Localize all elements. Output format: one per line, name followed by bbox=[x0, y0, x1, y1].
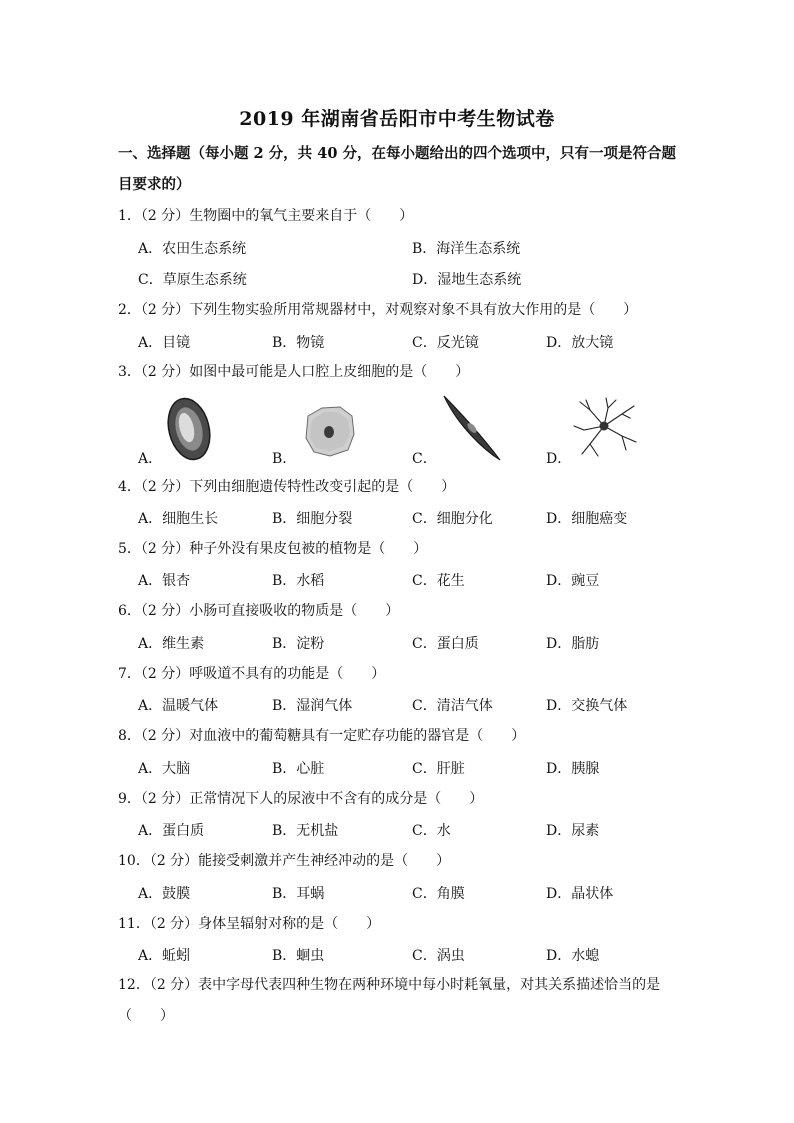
question-11-options bbox=[138, 945, 698, 965]
question-5-options bbox=[138, 570, 698, 590]
option-b[interactable]: B．细胞分裂 bbox=[272, 511, 353, 527]
question-8-stem: 8．（2 分）对血液中的葡萄糖具有一定贮存功能的器官是（ ） bbox=[118, 728, 526, 744]
option-c[interactable]: C．角膜 bbox=[412, 886, 465, 902]
option-d[interactable]: D．细胞癌变 bbox=[546, 511, 628, 527]
option-a[interactable]: A．农田生态系统 bbox=[138, 241, 247, 257]
question-2-stem: 2．（2 分）下列生物实验所用常规器材中，对观察对象不具有放大作用的是（ ） bbox=[118, 302, 638, 318]
red-blood-cell-image bbox=[164, 394, 214, 464]
option-b[interactable]: B．心脏 bbox=[272, 761, 325, 777]
option-c[interactable] bbox=[412, 392, 542, 468]
question-9-options bbox=[138, 820, 698, 840]
question-8-options bbox=[138, 758, 698, 778]
option-d[interactable]: D．豌豆 bbox=[546, 573, 600, 589]
option-c[interactable]: C．清洁气体 bbox=[412, 698, 493, 714]
option-c[interactable]: C．反光镜 bbox=[412, 335, 479, 351]
neuron-cell-image bbox=[570, 396, 640, 460]
option-d[interactable]: D．尿素 bbox=[546, 823, 600, 839]
question-4-stem: 4．（2 分）下列由细胞遗传特性改变引起的是（ ） bbox=[118, 479, 456, 495]
option-b[interactable]: B．淀粉 bbox=[272, 636, 325, 652]
option-c[interactable]: C．细胞分化 bbox=[412, 511, 493, 527]
option-a[interactable]: A．银杏 bbox=[138, 573, 191, 589]
option-b[interactable]: B．蛔虫 bbox=[272, 948, 325, 964]
option-c-label: C． bbox=[412, 451, 437, 467]
muscle-cell-image bbox=[438, 392, 504, 464]
option-a[interactable]: A．蚯蚓 bbox=[138, 948, 191, 964]
option-b[interactable]: B．海洋生态系统 bbox=[412, 241, 521, 257]
option-a-label: A． bbox=[138, 451, 163, 467]
question-11-stem: 11．（2 分）身体呈辐射对称的是（ ） bbox=[118, 916, 381, 932]
option-d[interactable]: D．湿地生态系统 bbox=[412, 272, 522, 288]
question-6-options bbox=[138, 633, 698, 653]
question-5-stem: 5．（2 分）种子外没有果皮包被的植物是（ ） bbox=[118, 541, 428, 557]
epithelial-cell-image bbox=[300, 402, 358, 460]
question-10-stem: 10．（2 分）能接受刺激并产生神经冲动的是（ ） bbox=[118, 853, 451, 869]
option-c[interactable]: C．水 bbox=[412, 823, 451, 839]
page-title: 2019 年湖南省岳阳市中考生物试卷 bbox=[239, 108, 555, 130]
option-b[interactable]: B．无机盐 bbox=[272, 823, 339, 839]
question-1-options-row2 bbox=[138, 269, 698, 289]
question-1-options bbox=[138, 238, 698, 258]
question-7-stem: 7．（2 分）呼吸道不具有的功能是（ ） bbox=[118, 666, 386, 682]
section-heading: 一、选择题（每小题 2 分，共 40 分，在每小题给出的四个选项中，只有一项是符合题目要求的） bbox=[118, 145, 676, 193]
option-a[interactable]: A．细胞生长 bbox=[138, 511, 219, 527]
question-2-options bbox=[138, 332, 698, 352]
question-3-image-options bbox=[138, 392, 658, 468]
question-9-stem: 9．（2 分）正常情况下人的尿液中不含有的成分是（ ） bbox=[118, 791, 484, 807]
option-b[interactable]: B．湿润气体 bbox=[272, 698, 353, 714]
option-c[interactable]: C．蛋白质 bbox=[412, 636, 479, 652]
option-b-label: B． bbox=[272, 451, 297, 467]
option-a[interactable]: A．目镜 bbox=[138, 335, 191, 351]
option-d[interactable]: D．胰腺 bbox=[546, 761, 600, 777]
option-d[interactable]: D．水螅 bbox=[546, 948, 600, 964]
question-10-options bbox=[138, 883, 698, 903]
option-c[interactable]: C．涡虫 bbox=[412, 948, 465, 964]
option-a[interactable]: A．大脑 bbox=[138, 761, 191, 777]
option-d[interactable]: D．交换气体 bbox=[546, 698, 628, 714]
option-d-label: D． bbox=[546, 451, 572, 467]
option-a[interactable] bbox=[138, 392, 268, 468]
question-7-options bbox=[138, 695, 698, 715]
option-b[interactable] bbox=[272, 392, 402, 468]
option-d[interactable] bbox=[546, 392, 666, 468]
question-6-stem: 6．（2 分）小肠可直接吸收的物质是（ ） bbox=[118, 603, 400, 619]
option-a[interactable]: A．温暖气体 bbox=[138, 698, 219, 714]
option-d[interactable]: D．晶状体 bbox=[546, 886, 614, 902]
option-a[interactable]: A．鼓膜 bbox=[138, 886, 191, 902]
option-b[interactable]: B．水稻 bbox=[272, 573, 325, 589]
option-a[interactable]: A．蛋白质 bbox=[138, 823, 205, 839]
option-c[interactable]: C．草原生态系统 bbox=[138, 272, 247, 288]
question-4-options bbox=[138, 508, 698, 528]
option-b[interactable]: B．耳蜗 bbox=[272, 886, 325, 902]
option-c[interactable]: C．花生 bbox=[412, 573, 465, 589]
option-d[interactable]: D．脂肪 bbox=[546, 636, 600, 652]
option-a[interactable]: A．维生素 bbox=[138, 636, 205, 652]
option-b[interactable]: B．物镜 bbox=[272, 335, 325, 351]
option-d[interactable]: D．放大镜 bbox=[546, 335, 614, 351]
option-c[interactable]: C．肝脏 bbox=[412, 761, 465, 777]
question-3-stem: 3．（2 分）如图中最可能是人口腔上皮细胞的是（ ） bbox=[118, 364, 470, 380]
question-12-stem: 12．（2 分）表中字母代表四种生物在两种环境中每小时耗氧量，对其关系描述恰当的是（ ） bbox=[118, 977, 661, 1024]
question-1-stem: 1．（2 分）生物圈中的氧气主要来自于（ ） bbox=[118, 208, 414, 224]
